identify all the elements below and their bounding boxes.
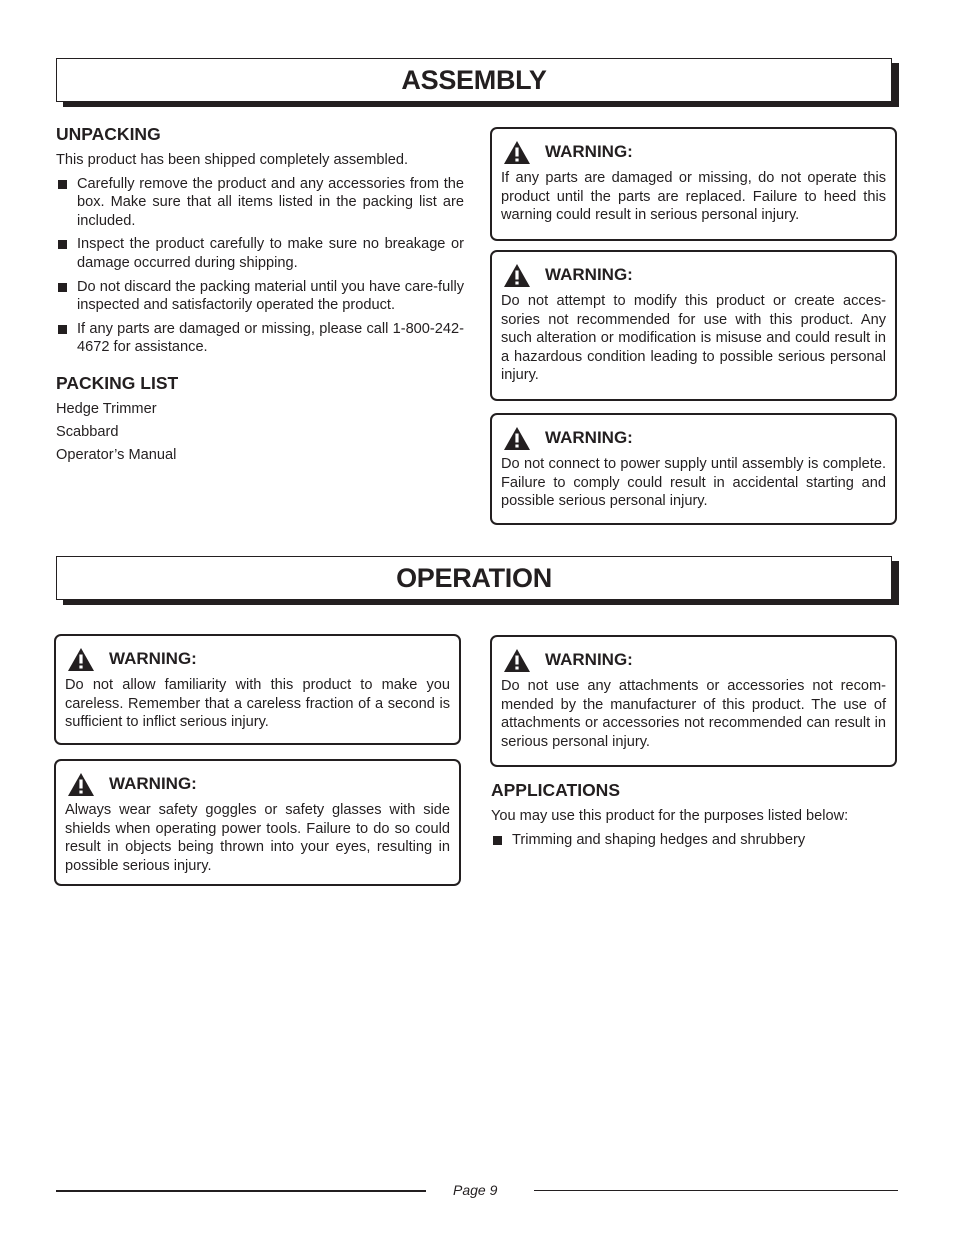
page-number: Page 9 [453, 1182, 498, 1198]
warning-triangle-icon [67, 647, 95, 672]
warning-box [490, 635, 897, 767]
operation-banner [56, 556, 892, 600]
warning-header [65, 646, 450, 672]
warning-label: WARNING: [109, 774, 197, 793]
unpacking-heading: UNPACKING [56, 124, 161, 144]
warning-box [490, 413, 897, 525]
warning-header [65, 771, 450, 797]
applications-intro: You may use this product for the purposes listed below: [491, 808, 849, 824]
warning-header [501, 262, 886, 288]
warning-triangle-icon [503, 140, 531, 165]
warning-triangle-icon [503, 263, 531, 288]
warning-text: If any parts are damaged or missing, do not operate this product until the parts are replaced. Failure to heed this warning could result in serious personal injury. [501, 170, 886, 224]
packing-list-item: Hedge Trimmer [56, 400, 157, 417]
operation-title: OPERATION [396, 562, 552, 593]
footer-rule-left [56, 1190, 426, 1192]
list-item: Trimming and shaping hedges and shrubbery [491, 831, 897, 850]
unpacking-intro: This product has been shipped completely assembled. [56, 152, 409, 168]
list-item: If any parts are damaged or missing, please call 1-800-242-4672 for assistance. [56, 320, 464, 357]
warning-header [501, 647, 886, 673]
warning-triangle-icon [503, 426, 531, 451]
packing-list-item: Scabbard [56, 424, 119, 441]
list-item: Inspect the product carefully to make sure no breakage or damage occurred during shipping. [56, 235, 464, 272]
applications-list [491, 831, 897, 850]
assembly-title: ASSEMBLY [401, 64, 547, 95]
warning-text: Do not attempt to modify this product or create acces-sories not recommended for use with this product. Any such alteration or modification is misuse and could result in a hazardous condition leading to possible serious personal injury. [501, 293, 886, 384]
applications-section [491, 780, 897, 849]
packing-list-heading: PACKING LIST [56, 372, 179, 393]
warning-text: Do not use any attachments or accessories not recom-mended by the manufacturer of this product. The use of attachments or accessories not recommended can result in serious personal injury. [501, 678, 886, 750]
warning-box [490, 127, 897, 241]
packing-list-item: Operator’s Manual [56, 447, 177, 464]
warning-header [501, 139, 886, 165]
list-item: Carefully remove the product and any accessories from the box. Make sure that all items listed in the packing list are included. [56, 175, 464, 231]
warning-label: WARNING: [545, 142, 633, 161]
warning-label: WARNING: [545, 650, 633, 669]
warning-header [501, 425, 886, 451]
warning-label: WARNING: [545, 265, 633, 284]
assembly-banner [56, 58, 892, 102]
warning-box [54, 634, 461, 745]
list-item: Do not discard the packing material until you have care-fully inspected and satisfactorily operated the product. [56, 278, 464, 315]
applications-heading: APPLICATIONS [491, 780, 620, 800]
warning-box [54, 759, 461, 886]
packing-list [56, 400, 464, 465]
warning-triangle-icon [503, 648, 531, 673]
warning-triangle-icon [67, 772, 95, 797]
unpacking-section [56, 124, 464, 465]
warning-label: WARNING: [545, 428, 633, 447]
warning-text: Always wear safety goggles or safety glasses with side shields when operating power tools. Failure to do so could result in objects being thrown into your eyes, resulting in possible serious injury. [65, 802, 450, 874]
warning-text: Do not allow familiarity with this product to make you careless. Remember that a careless fraction of a second is sufficient to inflict serious injury. [65, 677, 450, 731]
unpacking-list [56, 175, 464, 357]
warning-box [490, 250, 897, 401]
warning-text: Do not connect to power supply until assembly is complete. Failure to comply could result in accidental starting and possible serious personal injury. [501, 456, 886, 510]
warning-label: WARNING: [109, 649, 197, 668]
footer-rule-right [534, 1190, 898, 1191]
